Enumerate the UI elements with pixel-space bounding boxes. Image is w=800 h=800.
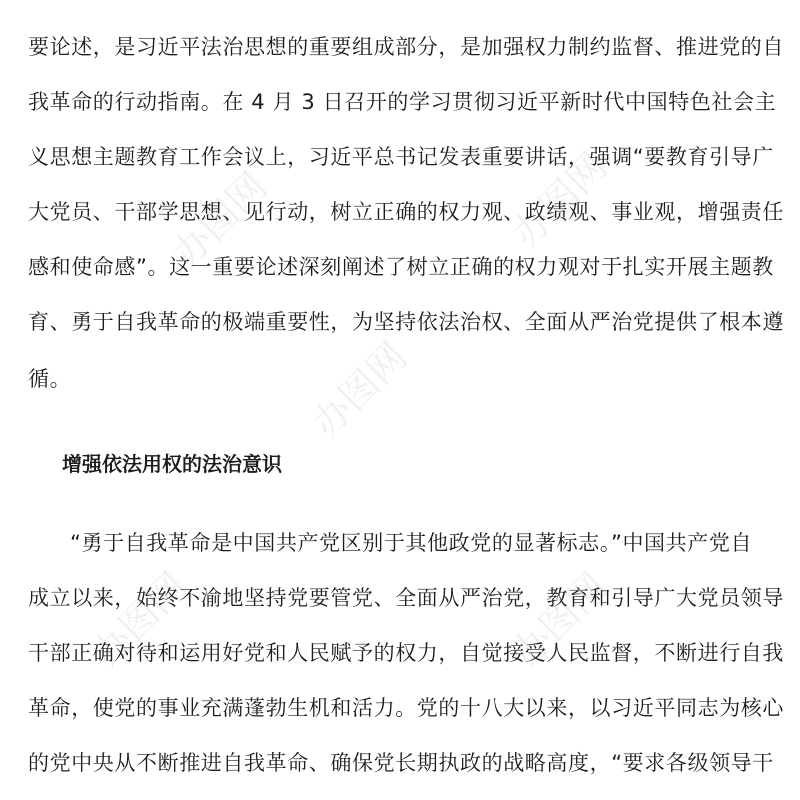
paragraph-line: 要论述，是习近平法治思想的重要组成部分，是加强权力制约监督、推进党的自 <box>28 35 784 59</box>
paragraph-line: “勇于自我革命是中国共产党区别于其他政党的显著标志。”中国共产党自 <box>70 531 753 555</box>
watermark: 办图网 <box>163 164 276 276</box>
section-heading: 增强依法用权的法治意识 <box>62 452 282 476</box>
paragraph-line: 的党中央从不断推进自我革命、确保党长期执政的战略高度，“要求各级领导干 <box>28 751 774 775</box>
paragraph-line: 育、勇于自我革命的极端重要性，为坚持依法治权、全面从严治党提供了根本遵 <box>28 310 784 334</box>
paragraph-line: 成立以来，始终不渝地坚持党要管党、全面从严治党，教育和引导广大党员领导 <box>28 586 784 610</box>
paragraph-line: 我革命的行动指南。在 4 月 3 日召开的学习贯彻习近平新时代中国特色社会主 <box>28 90 777 114</box>
cut-off-line <box>28 0 35 14</box>
watermark: 办图网 <box>503 564 616 676</box>
paragraph-line: 干部正确对待和运用好党和人民赋予的权力，自觉接受人民监督，不断进行自我 <box>28 641 784 665</box>
watermark: 办图网 <box>503 144 616 256</box>
paragraph-line: 大党员、干部学思想、见行动，树立正确的权力观、政绩观、事业观，增强责任 <box>28 200 784 224</box>
paragraph-line: 革命，使党的事业充满蓬勃生机和活力。党的十八大以来，以习近平同志为核心 <box>28 696 784 720</box>
paragraph-line: 义思想主题教育工作会议上，习近平总书记发表重要讲话，强调“要教育引导广 <box>28 145 774 169</box>
watermark: 办图网 <box>83 564 196 676</box>
watermark: 办图网 <box>303 334 416 446</box>
paragraph-line: 感和使命感”。这一重要论述深刻阐述了树立正确的权力观对于扎实开展主题教 <box>28 255 774 279</box>
paragraph-line: 循。 <box>28 367 72 391</box>
